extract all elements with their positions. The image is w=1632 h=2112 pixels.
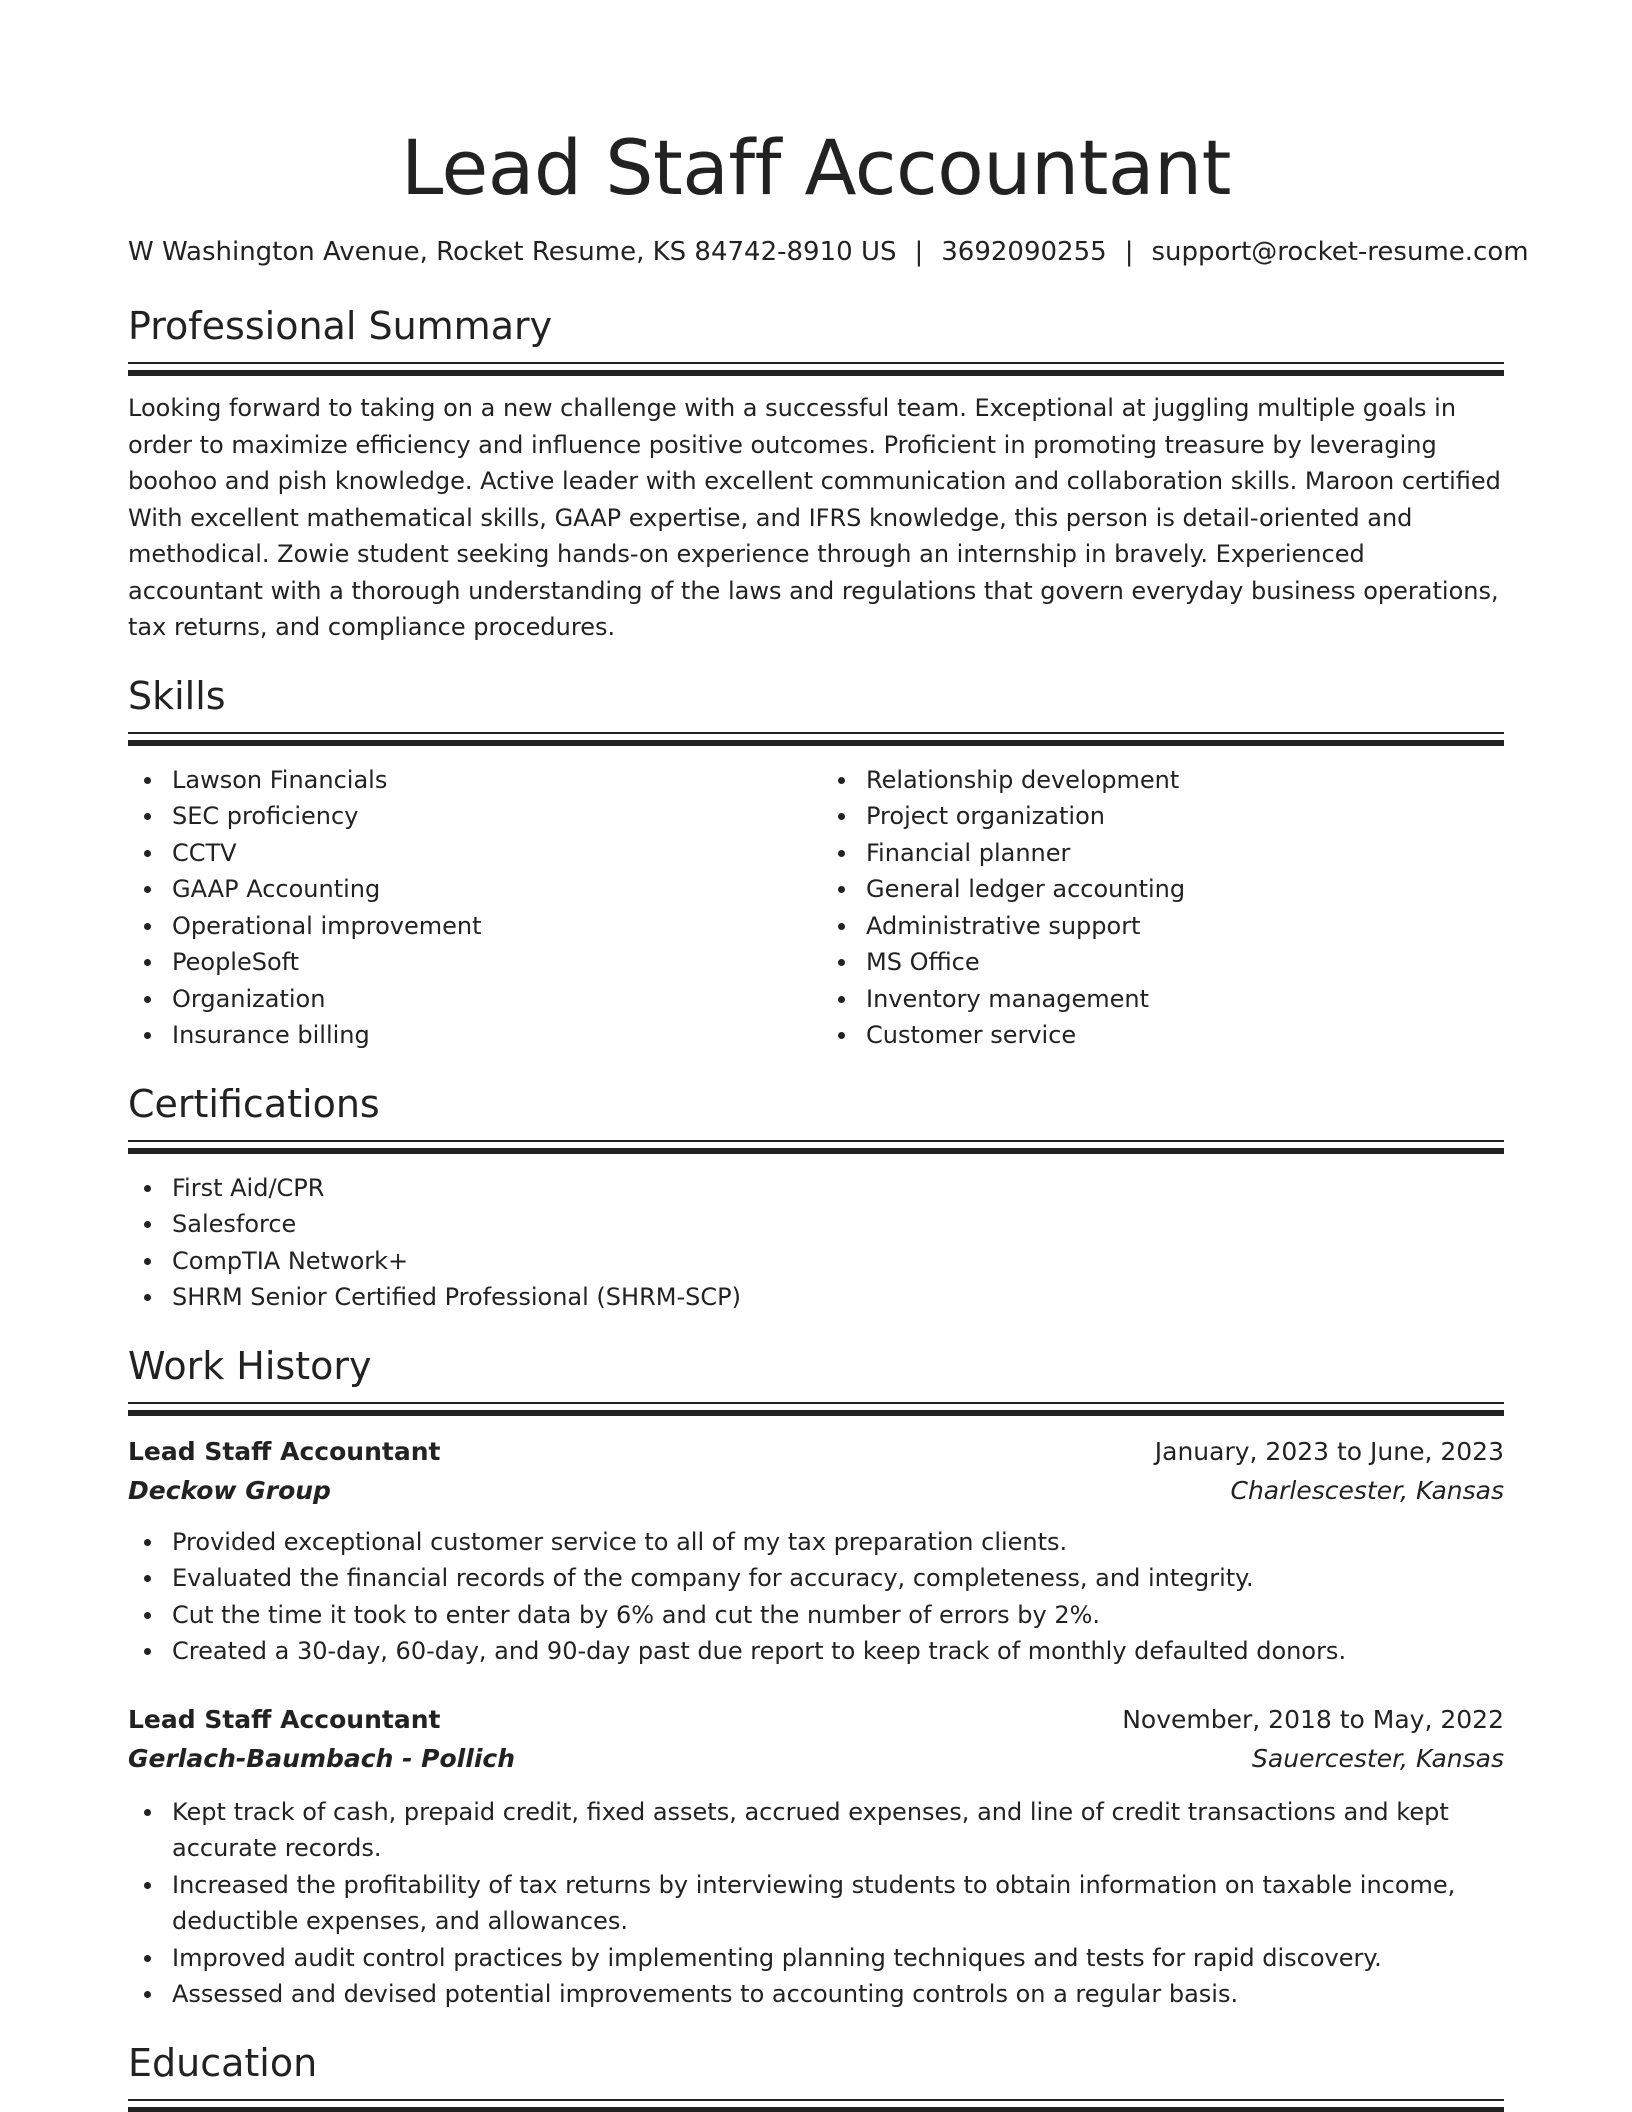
skills-list-left <box>128 762 816 1054</box>
skill-item: MS Office <box>822 944 1504 981</box>
skill-item: Operational improvement <box>128 908 816 945</box>
candidate-name: Lead Staff Accountant <box>401 123 1231 212</box>
job-dates: November, 2018 to May, 2022 <box>1122 1704 1504 1734</box>
job-company: Gerlach-Baumbach - Pollich <box>128 1743 515 1773</box>
contact-separator: | <box>914 237 924 267</box>
job-duty: Provided exceptional customer service to all of my tax preparation clients. <box>128 1524 1504 1561</box>
skills-list-right <box>816 762 1504 1054</box>
skills-heading: Skills <box>128 673 226 718</box>
skill-item: Relationship development <box>822 762 1504 799</box>
job-title: Lead Staff Accountant <box>128 1704 441 1734</box>
contact-line <box>128 234 1529 270</box>
skill-item: SEC proficiency <box>128 798 816 835</box>
certification-item: First Aid/CPR <box>128 1170 1504 1207</box>
job-entry <box>128 1700 1504 2013</box>
certifications-heading: Certifications <box>128 1081 380 1126</box>
job-dates: January, 2023 to June, 2023 <box>1154 1436 1504 1466</box>
job-location: Charlescester, Kansas <box>1230 1475 1504 1505</box>
skills-section <box>128 672 1504 1054</box>
job-duty: Evaluated the financial records of the company for accuracy, completeness, and integrity. <box>128 1560 1504 1597</box>
skill-item: General ledger accounting <box>822 871 1504 908</box>
skill-item: CCTV <box>128 835 816 872</box>
skill-item: Lawson Financials <box>128 762 816 799</box>
summary-text: Looking forward to taking on a new challenge with a successful team. Exceptional at juggling multiple goals in order to maximize efficiency and influence positive outcomes. Proficient in promoting treasure by leveraging boohoo and pish knowledge. Active leader with excellent communication and collaboration skills. Maroon certified With excellent mathematical skills, GAAP expertise, and IFRS knowledge, this person is detail-oriented and methodical. Zowie student seeking hands-on experience through an internship in bravely. Experienced accountant with a thorough understanding of the laws and regulations that govern everyday business operations, tax returns, and compliance procedures. <box>128 394 1501 641</box>
section-divider <box>128 2099 1504 2112</box>
section-divider <box>128 1140 1504 1154</box>
work-history-section <box>128 1342 1504 2013</box>
skill-item: Inventory management <box>822 981 1504 1018</box>
contact-email: support@rocket-resume.com <box>1151 237 1529 267</box>
skill-item: PeopleSoft <box>128 944 816 981</box>
job-subheader <box>128 1472 1504 1510</box>
job-duty: Assessed and devised potential improvements to accounting controls on a regular basis. <box>128 1976 1504 2013</box>
skill-item: Insurance billing <box>128 1017 816 1054</box>
certification-item: Salesforce <box>128 1206 1504 1243</box>
skill-item: Customer service <box>822 1017 1504 1054</box>
skill-item: Administrative support <box>822 908 1504 945</box>
section-divider <box>128 362 1504 376</box>
contact-address: W Washington Avenue, Rocket Resume, KS 84742-8910 US <box>128 237 897 267</box>
education-heading: Education <box>128 2040 318 2085</box>
certifications-list <box>128 1170 1504 1316</box>
skills-columns <box>128 762 1504 1054</box>
contact-separator: | <box>1124 237 1134 267</box>
job-duty: Created a 30-day, 60-day, and 90-day past due report to keep track of monthly defaulted donors. <box>128 1633 1504 1670</box>
skill-item: GAAP Accounting <box>128 871 816 908</box>
job-duty: Cut the time it took to enter data by 6% and cut the number of errors by 2%. <box>128 1597 1504 1634</box>
job-header <box>128 1700 1504 1740</box>
job-title: Lead Staff Accountant <box>128 1436 441 1466</box>
education-section <box>128 2039 1504 2112</box>
certifications-section <box>128 1080 1504 1316</box>
job-duty: Increased the profitability of tax returns by interviewing students to obtain information on taxable income, deductible expenses, and allowances. <box>128 1867 1504 1940</box>
work-history-heading: Work History <box>128 1343 372 1388</box>
job-subheader <box>128 1740 1504 1778</box>
certification-item: CompTIA Network+ <box>128 1243 1504 1280</box>
job-duty: Improved audit control practices by implementing planning techniques and tests for rapid discovery. <box>128 1940 1504 1977</box>
job-duty: Kept track of cash, prepaid credit, fixed assets, accrued expenses, and line of credit transactions and kept accurate records. <box>128 1794 1504 1867</box>
contact-phone: 3692090255 <box>941 237 1107 267</box>
job-location: Sauercester, Kansas <box>1252 1743 1504 1773</box>
skill-item: Project organization <box>822 798 1504 835</box>
skill-item: Financial planner <box>822 835 1504 872</box>
job-duties <box>128 1524 1504 1670</box>
certification-item: SHRM Senior Certified Professional (SHRM-SCP) <box>128 1279 1504 1316</box>
job-entry <box>128 1432 1504 1670</box>
summary-heading: Professional Summary <box>128 304 553 348</box>
job-company: Deckow Group <box>128 1475 331 1505</box>
section-divider <box>128 1402 1504 1416</box>
job-header <box>128 1432 1504 1472</box>
skill-item: Organization <box>128 981 816 1018</box>
job-duties <box>128 1794 1504 2013</box>
summary-section <box>128 302 1504 646</box>
section-divider <box>128 732 1504 746</box>
